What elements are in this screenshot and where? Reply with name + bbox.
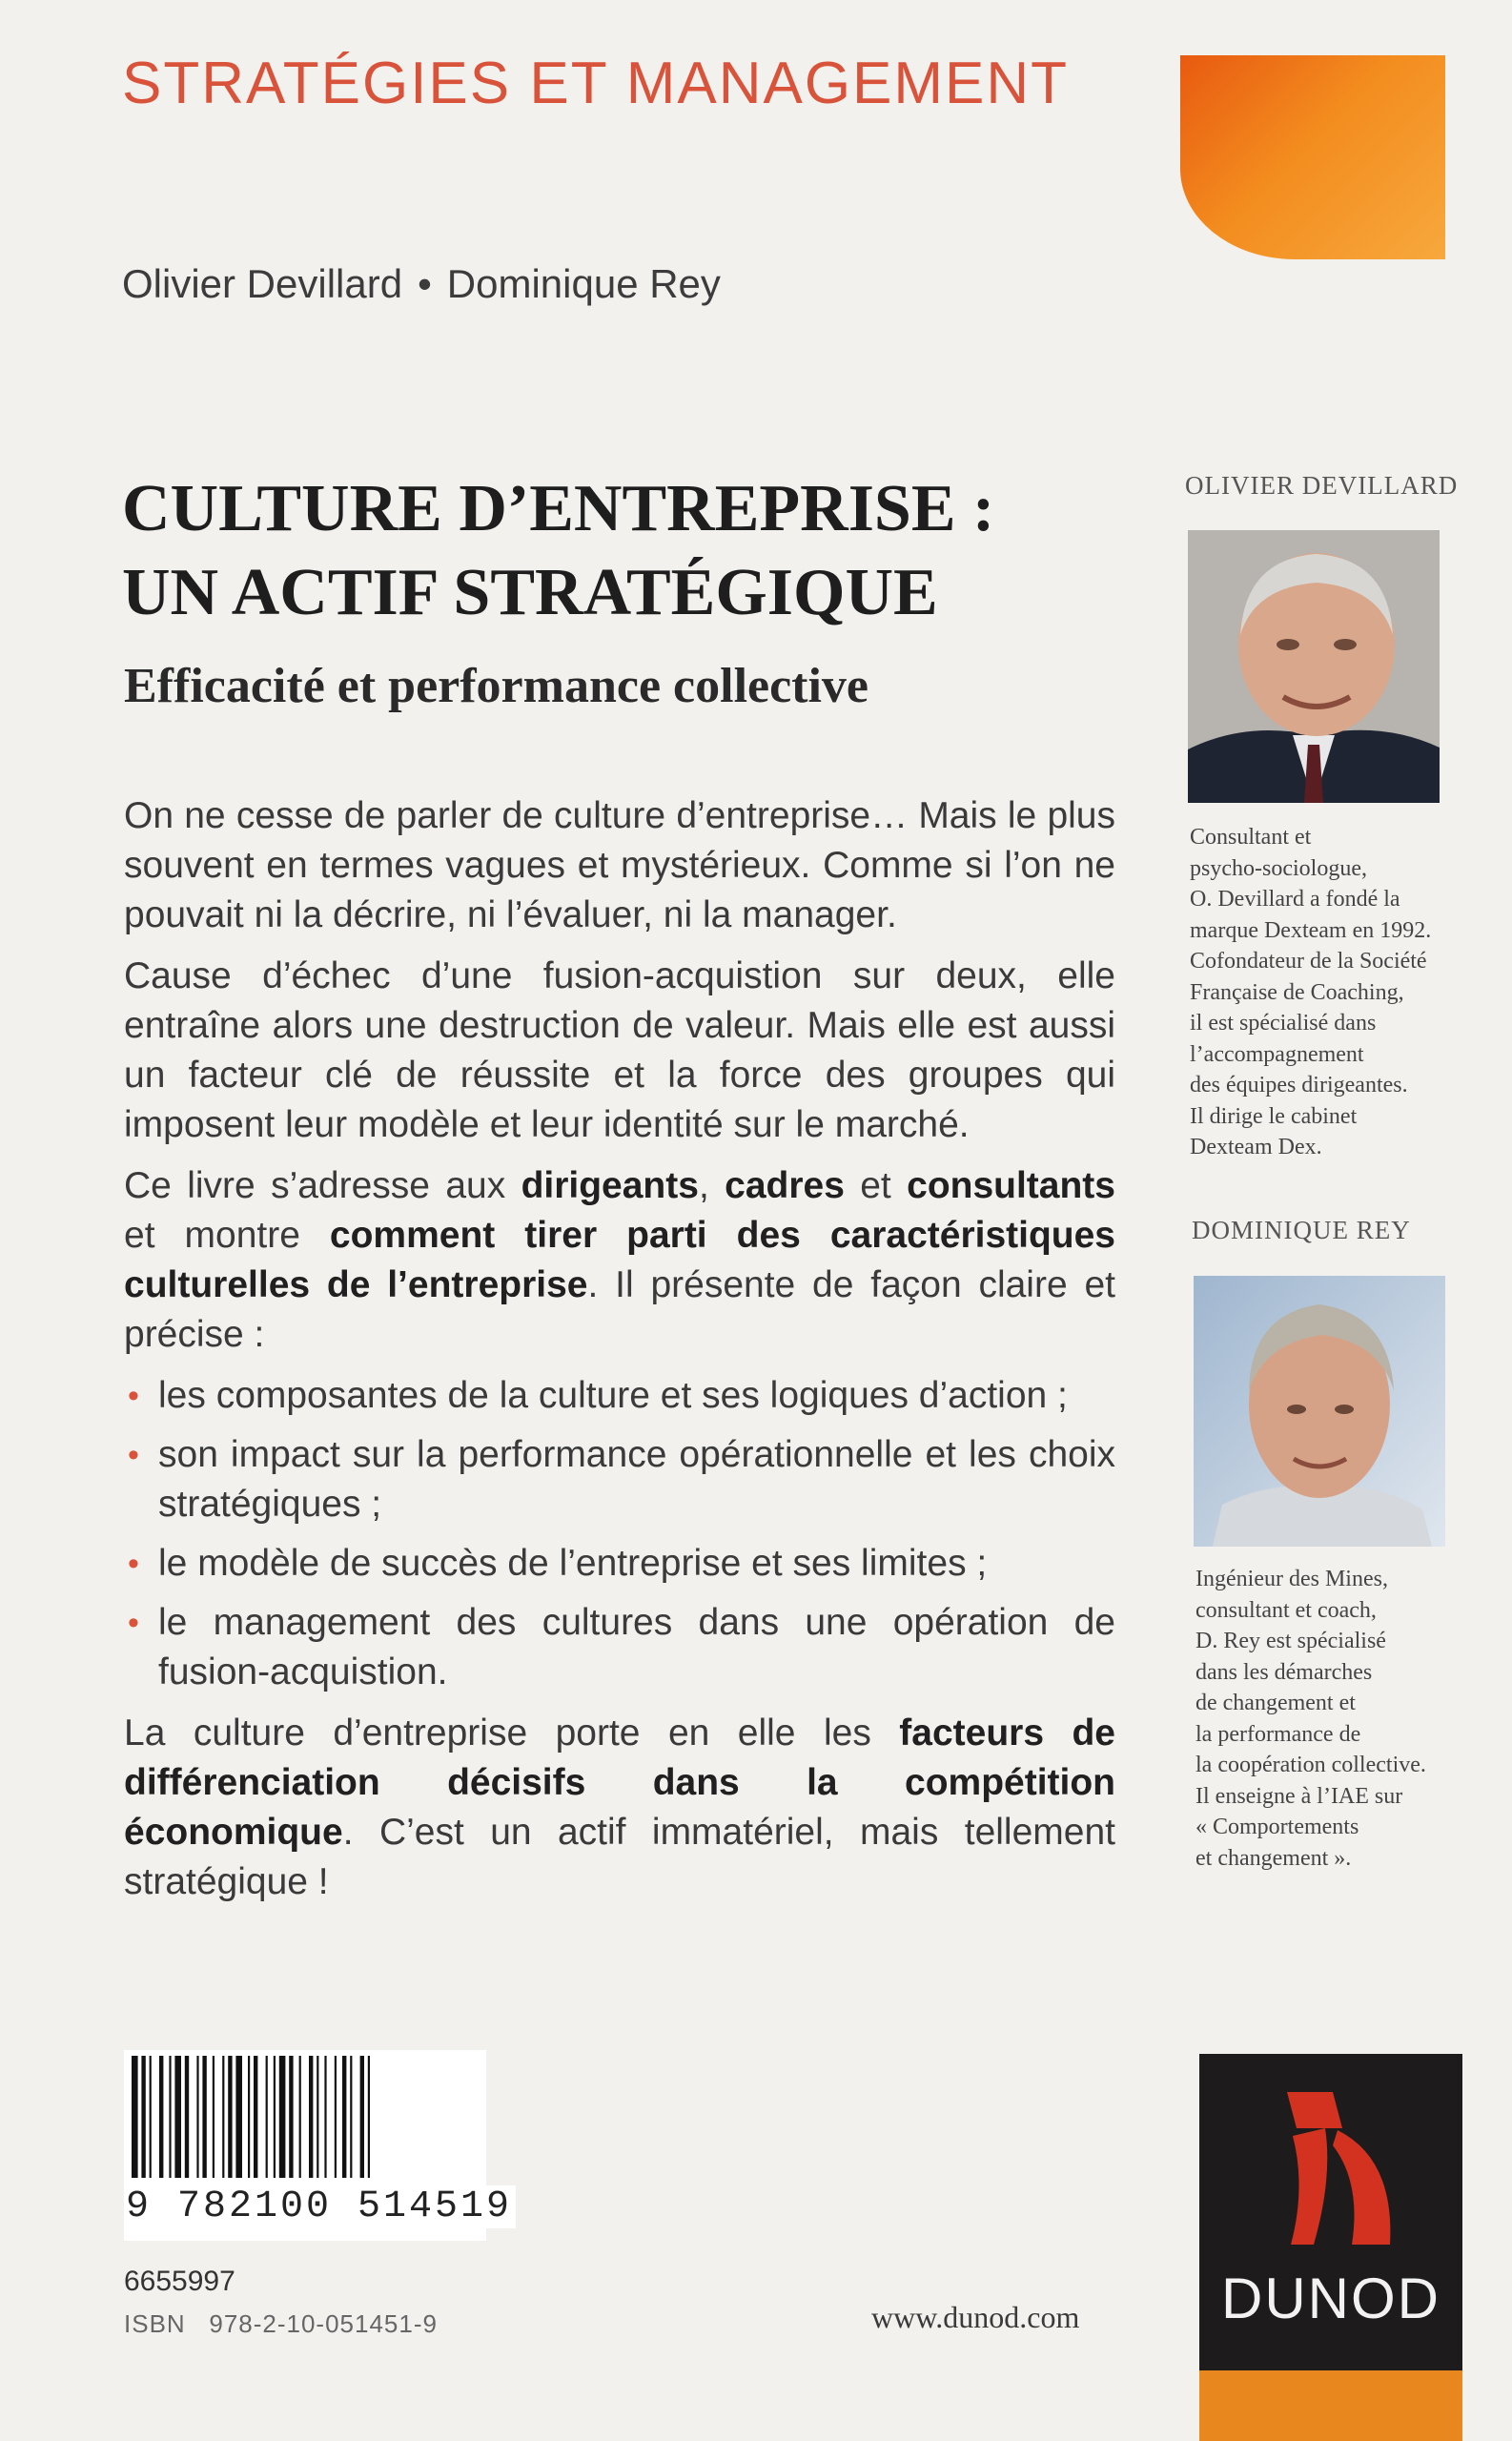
bold-span: facteurs de différenciation décisifs dans la compétition économique <box>124 1713 1115 1853</box>
author-1: Olivier Devillard <box>122 261 403 306</box>
bullet-icon: • <box>128 1605 139 1641</box>
barcode-bar <box>324 2056 326 2178</box>
barcode-bar <box>342 2056 346 2178</box>
barcode-bar <box>169 2056 171 2178</box>
bio-line: Cofondateur de la Société <box>1190 949 1427 974</box>
text-span: , <box>698 1165 725 1206</box>
author-panel-1-name: OLIVIER DEVILLARD <box>1185 471 1459 500</box>
bold-span: cadres <box>725 1165 845 1206</box>
portrait-illustration <box>1194 1276 1445 1547</box>
barcode-bar <box>360 2056 364 2178</box>
barcode-bar <box>132 2056 138 2178</box>
text-span: La culture d’entreprise porte en elle les <box>124 1713 900 1754</box>
barcode-bar <box>174 2056 181 2178</box>
barcode-bar <box>150 2056 152 2178</box>
bio-line: psycho-sociologue, <box>1190 855 1367 881</box>
bullet-list <box>124 1371 1115 1697</box>
paragraph-2: Cause d’échec d’une fusion-acquistion sur deux, elle entraîne alors une destruction de valeur. Mais elle est aussi un facteur clé de réussite et la force des groupes qui imposent leur modèle et leur identité sur le marché. <box>124 955 1115 1145</box>
orange-corner-decoration <box>1180 55 1445 259</box>
paragraph-4 <box>124 1709 1115 1907</box>
barcode-bar <box>141 2056 145 2178</box>
series-title: STRATÉGIES ET MANAGEMENT <box>122 51 1070 116</box>
barcode-bar <box>202 2056 206 2178</box>
bio-line: « Comportements <box>1195 1815 1359 1839</box>
isbn: ISBN 978-2-10-051451-9 <box>124 2309 438 2338</box>
bio-line: et changement ». <box>1195 1845 1352 1871</box>
author-separator: • <box>418 261 432 306</box>
text-span: et <box>844 1165 908 1206</box>
bullet-icon: • <box>128 1546 139 1582</box>
book-subtitle: Efficacité et performance collective <box>124 659 869 713</box>
barcode-bar <box>350 2056 352 2178</box>
book-title <box>122 467 994 635</box>
barcode-bar <box>317 2056 318 2178</box>
publisher-website: www.dunod.com <box>871 2300 1080 2334</box>
author-panel-2-bio <box>1195 1564 1510 1874</box>
barcode-bar <box>299 2056 301 2178</box>
list-item <box>124 1598 1115 1697</box>
portrait-illustration <box>1188 530 1440 803</box>
bullet-icon: • <box>128 1378 139 1414</box>
title-line-2: UN ACTIF STRATÉGIQUE <box>122 556 938 629</box>
list-item <box>124 1371 1115 1421</box>
barcode-bar <box>196 2056 198 2178</box>
barcode-bar <box>335 2056 337 2178</box>
logo-mark-icon <box>1199 2054 1462 2264</box>
barcode-bar <box>266 2056 268 2178</box>
text-span: . Il présente de façon claire et précise : <box>124 1264 1115 1355</box>
bio-line: Ingénieur des Mines, <box>1195 1567 1388 1591</box>
bullet-icon: • <box>128 1437 139 1473</box>
bio-line: l’accompagnement <box>1190 1041 1364 1067</box>
bio-line: consultant et coach, <box>1195 1597 1377 1623</box>
list-item <box>124 1539 1115 1589</box>
barcode-bar <box>159 2056 163 2178</box>
barcode-bar <box>228 2056 232 2178</box>
author-photo-rey <box>1194 1276 1445 1547</box>
back-cover-text <box>124 791 1115 1918</box>
barcode-bar <box>368 2056 370 2178</box>
bio-line: dans les démarches <box>1195 1659 1373 1685</box>
list-item-text: les composantes de la culture et ses logiques d’action ; <box>158 1375 1068 1416</box>
logo-dark-panel <box>1199 2054 1462 2370</box>
bio-line: des équipes dirigeantes. <box>1190 1073 1408 1097</box>
bio-line: la coopération collective. <box>1195 1753 1426 1777</box>
text-span: et montre <box>124 1215 330 1256</box>
barcode-bar <box>222 2056 224 2178</box>
bold-span: dirigeants <box>521 1165 699 1206</box>
bio-line: Dexteam Dex. <box>1190 1135 1322 1159</box>
bio-line: Française de Coaching, <box>1190 979 1404 1005</box>
bold-span: comment tirer parti des caractéristiques culturelles de l’entreprise <box>124 1215 1115 1305</box>
barcode-bar <box>248 2056 250 2178</box>
text-span: Ce livre s’adresse aux <box>124 1165 521 1206</box>
author-photo-devillard <box>1188 530 1440 803</box>
dunod-logo <box>1199 2054 1462 2441</box>
bio-line: Consultant et <box>1190 825 1312 850</box>
list-item-text: le management des cultures dans une opération de fusion-acquistion. <box>158 1602 1115 1692</box>
list-item <box>124 1430 1115 1529</box>
barcode-bar <box>289 2056 293 2178</box>
title-line-1: CULTURE D’ENTREPRISE : <box>122 472 995 545</box>
bio-line: Il dirige le cabinet <box>1190 1103 1358 1129</box>
bio-line: Il enseigne à l’IAE sur <box>1195 1783 1403 1809</box>
bio-line: D. Rey est spécialisé <box>1195 1629 1386 1653</box>
bio-line: il est spécialisé dans <box>1190 1011 1377 1036</box>
barcode-bar <box>279 2056 286 2178</box>
author-2: Dominique Rey <box>446 261 721 306</box>
reference-number: 6655997 <box>124 2266 235 2297</box>
authors-line <box>122 261 721 307</box>
publisher-name: DUNOD <box>1221 2267 1440 2330</box>
barcode-bar <box>185 2056 189 2178</box>
bio-line: la performance de <box>1195 1721 1361 1747</box>
barcode-bar <box>274 2056 276 2178</box>
list-item-text: le modèle de succès de l’entreprise et ses limites ; <box>158 1543 988 1584</box>
barcode-bar <box>213 2056 215 2178</box>
list-item-text: son impact sur la performance opérationnelle et les choix stratégiques ; <box>158 1434 1115 1525</box>
bio-line: de changement et <box>1195 1691 1356 1715</box>
barcode-bar <box>235 2056 242 2178</box>
paragraph-3 <box>124 1161 1115 1360</box>
barcode-bars <box>124 2050 486 2184</box>
bio-line: O. Devillard a fondé la <box>1190 887 1400 912</box>
bold-span: consultants <box>907 1165 1115 1206</box>
author-panel-2-name: DOMINIQUE REY <box>1192 1216 1411 1244</box>
paragraph-1: On ne cesse de parler de culture d’entreprise… Mais le plus souvent en termes vagues et mystérieux. Comme si l’on ne pouvait ni la décrire, ni l’évaluer, ni la manager. <box>124 795 1115 935</box>
barcode-digits: 9 782100 514519 <box>126 2185 516 2228</box>
barcode-bar <box>309 2056 313 2178</box>
author-panel-1-bio <box>1190 822 1512 1163</box>
bio-line: marque Dexteam en 1992. <box>1190 917 1432 943</box>
barcode-bar <box>254 2056 257 2178</box>
text-span: . C’est un actif immatériel, mais tellement stratégique ! <box>124 1812 1115 1902</box>
